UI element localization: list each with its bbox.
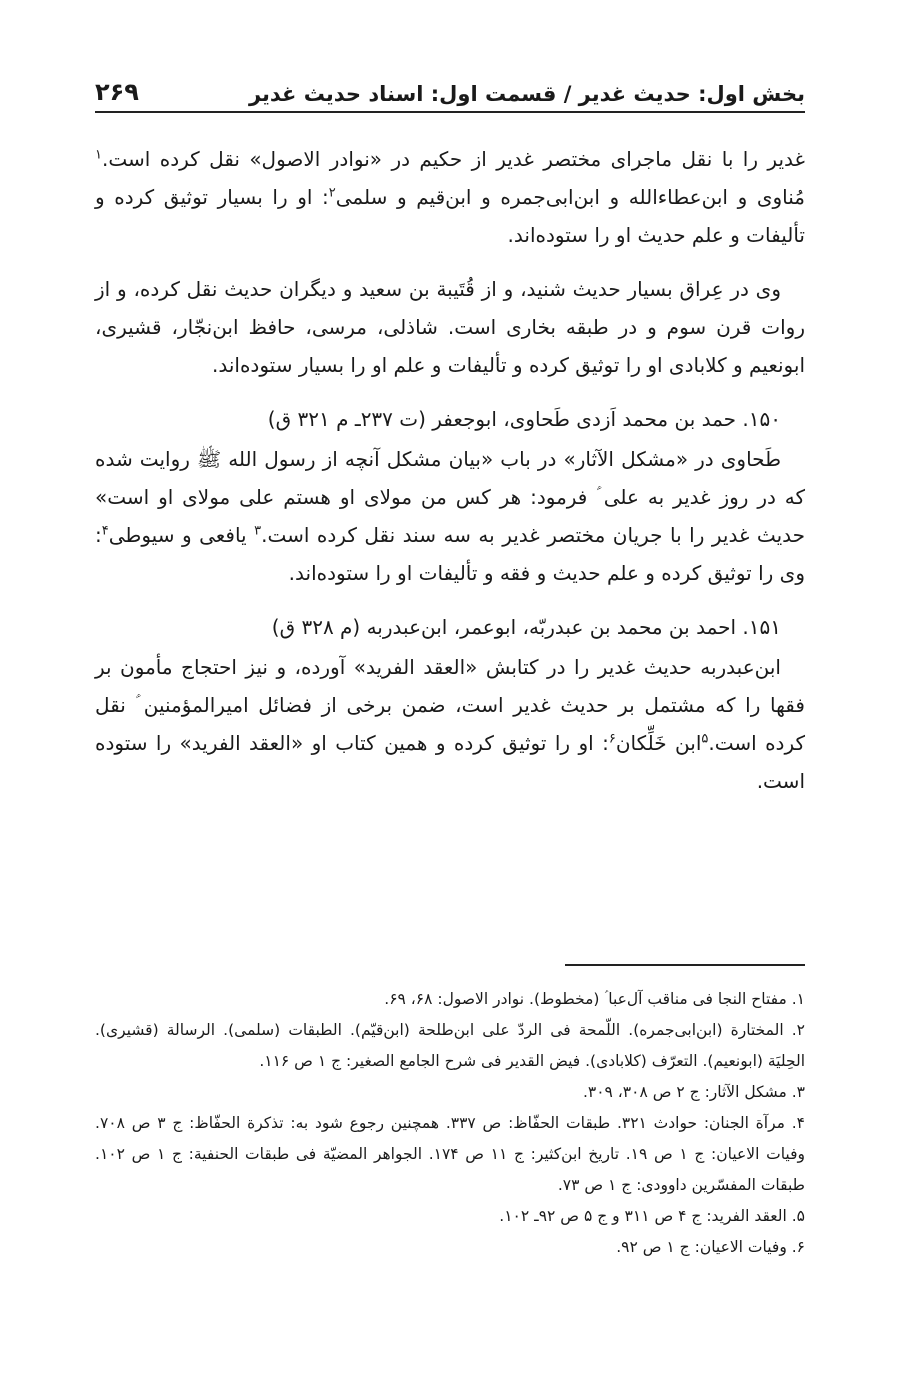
paragraph-1-part-a: غدیر را با نقل ماجرای مختصر غدیر از حکیم در «نوادر الاصول» نقل کرده است. [101,147,805,171]
paragraph-4-part-a: ابن‌عبدربه حدیث غدیر را در کتابش «العقد الفرید» آورده، و نیز احتجاج مأمون بر فقها را که مشتمل بر حدیث غدیر است، ضمن برخی از فضائل امیرالمؤمنین ؑ نقل کرده است. [95,655,806,755]
footnote-5: ۵. العقد الفرید: ج ۴ ص ۳۱۱ و ج ۵ ص ۹۲ـ ۱۰۲. [499,1207,805,1225]
paragraph-2: وی در عِراق بسیار حدیث شنید، و از قُتَیبة بن سعید و دیگران حدیث نقل کرده، و از روات قرن سوم و در طبقه بخاری است. شاذلی، مرسی، حافظ ابن‌نجّار، قشیری، ابونعیم و کلابادی او را توثیق کرده و تألیفات و علم او را بسیار ستوده‌اند. [95,277,805,377]
page-number: ۲۶۹ [95,78,139,106]
paragraph-4 [95,648,805,800]
paragraph-3-part-a: طَحاوی در «مشکل الآثار» در باب «بیان مشکل آنچه از رسول الله ﷺ روایت شده که در روز غدیر به علی ؑ فرمود: هر کس من مولای او هستم علی مولای او است» حدیث غدیر را با جریان مختصر غدیر به سه سند نقل کرده است. [95,447,805,547]
paragraph-3-part-b: یافعی و سیوطی [108,523,255,547]
footnote-ref-4[interactable]: ۴ [101,523,109,539]
footnote-4: ۴. مرآة الجنان: حوادث ۳۲۱. طبقات الحفّاظ: ص ۳۳۷. همچنین رجوع شود به: تذکرة الحفّاظ: ج ۳ ص ۷۰۸. وفیات الاعیان: ج ۱ ص ۱۹. تاریخ ابن‌کثیر: ج ۱۱ ص ۱۷۴. الجواهر المضیّة فی طبقات الحنفیة: ج ۱ ص ۱۰۲. طبقات المفسّرین داوودی: ج ۱ ص ۷۳. [95,1114,805,1194]
footnote-ref-1[interactable]: ۱ [95,147,102,163]
paragraph-4-part-c: : او را توثیق کرده و همین کتاب او «العقد الفرید» را ستوده است. [95,731,805,793]
footnotes [95,984,805,1263]
header-divider [95,111,805,113]
entry-heading-150: ۱۵۰. حمد بن محمد اَزدی طَحاوی، ابوجعفر (ت ۲۳۷ـ م ۳۲۱ ق) [267,407,781,431]
paragraph-1-part-c: : او را بسیار توثیق کرده و تألیفات و علم حدیث او را ستوده‌اند. [95,185,805,247]
paragraph-3-part-c: : وی را توثیق کرده و علم حدیث و فقه و تألیفات او را ستوده‌اند. [95,523,805,585]
footnote-ref-2[interactable]: ۲ [328,185,336,201]
footnote-2: ۲. المختارة (ابن‌ابی‌جمره). اللّمحة فی الردّ علی ابن‌طلحة (ابن‌قیّم). الطبقات (سلمی). الرسالة (قشیری). الحِلیَة (ابونعیم). التعرّف (کلابادی). فیض القدیر فی شرح الجامع الصغیر: ج ۱ ص ۱۱۶. [95,1021,805,1070]
paragraph-4-part-b: ابن خَلِّکان [615,731,702,755]
header-title: بخش اول: حدیث غدیر / قسمت اول: اسناد حدیث غدیر [248,82,805,106]
paragraph-1-part-b: مُناوی و ابن‌عطاءالله و ابن‌ابی‌جمره و ابن‌قیم و سلمی [335,185,805,209]
paragraph-3 [95,440,805,592]
entry-heading-151: ۱۵۱. احمد بن محمد بن عبدربّه، ابوعمر، ابن‌عبدربه (م ۳۲۸ ق) [271,615,781,639]
footnote-1: ۱. مفتاح النجا فی مناقب آل‌عبا ؑ (مخطوط). نوادر الاصول: ۶۸، ۶۹. [384,990,805,1008]
main-text [95,140,805,816]
footnote-ref-5[interactable]: ۵ [701,731,709,747]
footnote-ref-6[interactable]: ۶ [608,731,616,747]
running-header [95,62,805,106]
paragraph-1 [95,140,805,254]
footnote-divider [565,964,805,966]
footnote-3: ۳. مشکل الآثار: ج ۲ ص ۳۰۸، ۳۰۹. [582,1083,805,1101]
footnote-ref-3[interactable]: ۳ [254,523,262,539]
footnote-6: ۶. وفیات الاعیان: ج ۱ ص ۹۲. [616,1238,805,1256]
